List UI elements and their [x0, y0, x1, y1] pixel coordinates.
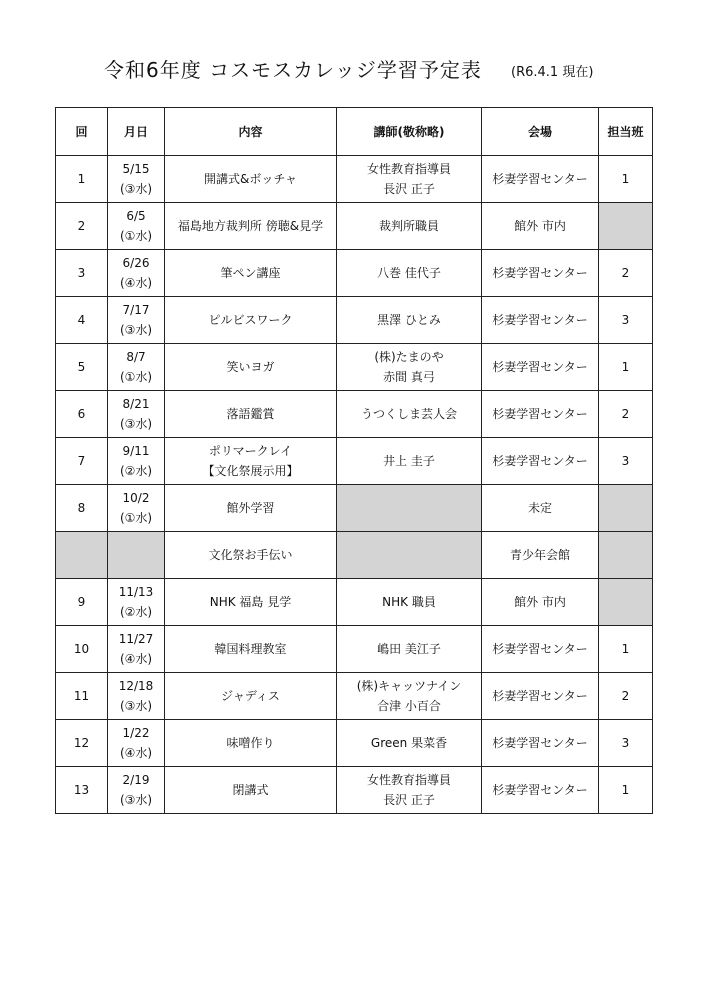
session-number: 6: [56, 391, 108, 438]
table-row: [56, 532, 653, 579]
session-content: [165, 767, 337, 814]
lecturer-line: Green 果菜香: [370, 736, 448, 750]
session-lecturer: [337, 250, 482, 297]
content-line: 韓国料理教室: [214, 642, 287, 656]
session-content: [165, 250, 337, 297]
session-number: 4: [56, 297, 108, 344]
lecturer-line: (株)たまのや: [374, 350, 444, 364]
session-content: [165, 532, 337, 579]
session-venue: 杉妻学習センター: [482, 438, 599, 485]
session-venue: 杉妻学習センター: [482, 156, 599, 203]
session-number: 5: [56, 344, 108, 391]
date-text: 1/22: [122, 726, 150, 740]
weekday-text: (②水): [119, 605, 153, 619]
session-number: 10: [56, 626, 108, 673]
lecturer-line: 黒澤 ひとみ: [377, 313, 441, 327]
session-content: [165, 344, 337, 391]
session-lecturer: [337, 720, 482, 767]
content-line: ジャディス: [221, 689, 280, 703]
session-date: [108, 250, 165, 297]
assigned-group: 1: [599, 156, 653, 203]
session-content: [165, 626, 337, 673]
col-header-lecturer: 講師(敬称略): [337, 108, 482, 156]
assigned-group: 1: [599, 626, 653, 673]
session-number: 1: [56, 156, 108, 203]
lecturer-line: 赤間 真弓: [383, 370, 435, 384]
session-date: [108, 673, 165, 720]
session-lecturer: [337, 438, 482, 485]
session-lecturer: [337, 156, 482, 203]
assigned-group: 1: [599, 767, 653, 814]
session-number: 13: [56, 767, 108, 814]
session-venue: 杉妻学習センター: [482, 626, 599, 673]
content-line: 館外学習: [226, 501, 275, 515]
session-lecturer: [337, 626, 482, 673]
session-content: [165, 673, 337, 720]
table-row: [56, 250, 653, 297]
lecturer-line: 合津 小百合: [377, 699, 441, 713]
session-venue: 杉妻学習センター: [482, 297, 599, 344]
assigned-group: [599, 532, 653, 579]
session-number: 7: [56, 438, 108, 485]
session-lecturer: [337, 579, 482, 626]
session-date: [108, 485, 165, 532]
content-line: 筆ペン講座: [220, 266, 281, 280]
weekday-text: (③水): [119, 699, 153, 713]
lecturer-line: 裁判所職員: [378, 219, 439, 233]
assigned-group: 3: [599, 720, 653, 767]
content-line: 味噌作り: [226, 736, 275, 750]
table-row: [56, 626, 653, 673]
content-line: ポリマークレイ: [208, 444, 293, 458]
session-venue: 青少年会館: [482, 532, 599, 579]
content-line: 笑いヨガ: [226, 360, 275, 374]
col-header-content: 内容: [165, 108, 337, 156]
lecturer-line: 八巻 佳代子: [377, 266, 441, 280]
session-date: [108, 344, 165, 391]
col-header-group: 担当班: [599, 108, 653, 156]
weekday-text: (③水): [119, 417, 153, 431]
weekday-text: (③水): [119, 793, 153, 807]
session-content: [165, 438, 337, 485]
table-row: [56, 485, 653, 532]
session-date: [108, 720, 165, 767]
session-venue: 杉妻学習センター: [482, 673, 599, 720]
date-text: 12/18: [118, 679, 154, 693]
col-header-venue: 会場: [482, 108, 599, 156]
content-line: 落語鑑賞: [226, 407, 275, 421]
session-number: [56, 532, 108, 579]
content-line: 文化祭お手伝い: [208, 548, 293, 562]
session-content: [165, 156, 337, 203]
session-date: [108, 767, 165, 814]
assigned-group: 2: [599, 250, 653, 297]
assigned-group: [599, 203, 653, 250]
session-date: [108, 203, 165, 250]
weekday-text: (④水): [119, 746, 153, 760]
table-row: [56, 203, 653, 250]
session-date: [108, 391, 165, 438]
session-number: 8: [56, 485, 108, 532]
table-row: [56, 720, 653, 767]
session-lecturer: [337, 203, 482, 250]
session-content: [165, 297, 337, 344]
assigned-group: 3: [599, 438, 653, 485]
lecturer-line: 長沢 正子: [383, 793, 435, 807]
content-line: 【文化祭展示用】: [202, 464, 299, 478]
session-venue: 未定: [482, 485, 599, 532]
weekday-text: (④水): [119, 652, 153, 666]
header-row: [56, 108, 653, 156]
session-lecturer: [337, 767, 482, 814]
lecturer-line: 井上 圭子: [383, 454, 435, 468]
table-row: [56, 391, 653, 438]
content-line: 福島地方裁判所 傍聴&見学: [177, 219, 324, 233]
assigned-group: [599, 579, 653, 626]
table-row: [56, 767, 653, 814]
lecturer-line: 嶋田 美江子: [377, 642, 441, 656]
assigned-group: 2: [599, 673, 653, 720]
session-lecturer: [337, 673, 482, 720]
weekday-text: (③水): [119, 182, 153, 196]
table-row: [56, 297, 653, 344]
schedule-table: [55, 107, 653, 814]
date-text: 7/17: [122, 303, 150, 317]
table-row: [56, 156, 653, 203]
content-line: NHK 福島 見学: [209, 595, 292, 609]
session-venue: 館外 市内: [482, 203, 599, 250]
date-text: 11/13: [118, 585, 154, 599]
session-content: [165, 485, 337, 532]
session-venue: 杉妻学習センター: [482, 767, 599, 814]
session-date: [108, 156, 165, 203]
session-date: [108, 626, 165, 673]
session-number: 12: [56, 720, 108, 767]
session-content: [165, 391, 337, 438]
as-of-date: (R6.4.1 現在): [511, 65, 594, 80]
session-date: [108, 438, 165, 485]
table-row: [56, 673, 653, 720]
session-venue: 館外 市内: [482, 579, 599, 626]
date-text: 6/26: [122, 256, 150, 270]
lecturer-line: 長沢 正子: [383, 182, 435, 196]
lecturer-line: 女性教育指導員: [366, 773, 451, 787]
date-text: 8/7: [126, 350, 146, 364]
col-header-date: 月日: [108, 108, 165, 156]
date-text: 8/21: [122, 397, 150, 411]
date-text: 9/11: [122, 444, 150, 458]
assigned-group: [599, 485, 653, 532]
schedule-body: [56, 156, 653, 814]
session-date: [108, 532, 165, 579]
session-venue: 杉妻学習センター: [482, 720, 599, 767]
session-lecturer: [337, 391, 482, 438]
content-line: 開講式&ボッチャ: [204, 172, 297, 186]
assigned-group: 2: [599, 391, 653, 438]
weekday-text: (④水): [119, 276, 153, 290]
session-lecturer: [337, 297, 482, 344]
col-header-no: 回: [56, 108, 108, 156]
session-date: [108, 579, 165, 626]
session-venue: 杉妻学習センター: [482, 250, 599, 297]
content-line: ピルビスワーク: [208, 313, 293, 327]
date-text: 10/2: [122, 491, 150, 505]
weekday-text: (③水): [119, 323, 153, 337]
session-content: [165, 203, 337, 250]
assigned-group: 1: [599, 344, 653, 391]
session-lecturer: [337, 485, 482, 532]
session-content: [165, 720, 337, 767]
table-row: [56, 579, 653, 626]
page-title: 令和6年度 コスモスカレッジ学習予定表: [104, 58, 482, 82]
session-lecturer: [337, 344, 482, 391]
session-venue: 杉妻学習センター: [482, 391, 599, 438]
lecturer-line: NHK 職員: [382, 595, 436, 609]
weekday-text: (②水): [119, 464, 153, 478]
session-number: 9: [56, 579, 108, 626]
date-text: 11/27: [118, 632, 154, 646]
table-row: [56, 344, 653, 391]
weekday-text: (①水): [119, 511, 153, 525]
table-row: [56, 438, 653, 485]
session-venue: 杉妻学習センター: [482, 344, 599, 391]
date-text: 5/15: [122, 162, 150, 176]
session-date: [108, 297, 165, 344]
session-number: 11: [56, 673, 108, 720]
lecturer-line: 女性教育指導員: [366, 162, 451, 176]
session-number: 2: [56, 203, 108, 250]
session-content: [165, 579, 337, 626]
session-lecturer: [337, 532, 482, 579]
session-number: 3: [56, 250, 108, 297]
weekday-text: (①水): [119, 229, 153, 243]
date-text: 2/19: [122, 773, 150, 787]
assigned-group: 3: [599, 297, 653, 344]
lecturer-line: うつくしま芸人会: [360, 407, 457, 421]
date-text: 6/5: [126, 209, 146, 223]
weekday-text: (①水): [119, 370, 153, 384]
content-line: 閉講式: [232, 783, 269, 797]
lecturer-line: (株)キャッツナイン: [356, 679, 462, 693]
